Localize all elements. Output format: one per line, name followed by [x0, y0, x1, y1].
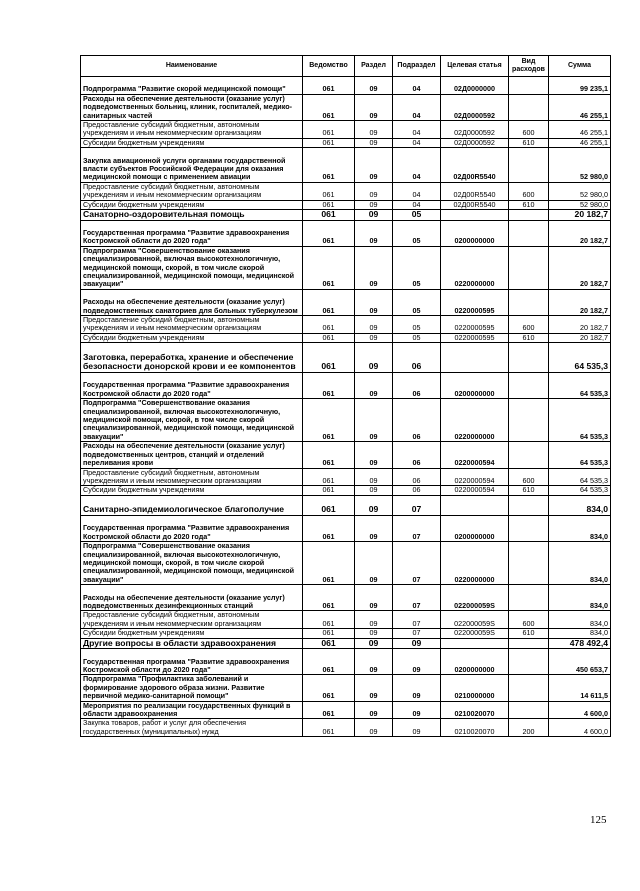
table-row — [81, 94, 611, 120]
cell-subsection: 07 — [393, 542, 441, 585]
cell-name: Государственная программа "Развитие здравоохранения Костромской области до 2020 года" — [81, 649, 303, 675]
cell-target-article: 0210020070 — [441, 719, 509, 737]
cell-name: Субсидии бюджетным учреждениям — [81, 200, 303, 209]
cell-section: 09 — [355, 94, 393, 120]
cell-subsection: 06 — [393, 399, 441, 442]
cell-name: Субсидии бюджетным учреждениям — [81, 138, 303, 147]
cell-subsection: 07 — [393, 611, 441, 629]
cell-target-article: 0220000000 — [441, 542, 509, 585]
cell-expense-type: 600 — [509, 121, 549, 139]
cell-section: 09 — [355, 220, 393, 246]
cell-target-article: 022000059S — [441, 611, 509, 629]
cell-section: 09 — [355, 246, 393, 289]
cell-name: Мероприятия по реализации государственных функций в области здравоохранения — [81, 701, 303, 719]
cell-name: Субсидии бюджетным учреждениям — [81, 629, 303, 638]
cell-section: 09 — [355, 138, 393, 147]
cell-section: 09 — [355, 182, 393, 200]
cell-amount: 64 535,3 — [549, 468, 611, 486]
table-row — [81, 289, 611, 315]
cell-amount: 4 600,0 — [549, 719, 611, 737]
cell-amount: 46 255,1 — [549, 121, 611, 139]
page-number: 125 — [590, 814, 607, 826]
table-row — [81, 638, 611, 649]
cell-expense-type: 600 — [509, 611, 549, 629]
cell-name: Закупка авиационной услуги органами государственной власти субъектов Российской Федерации для оказания медицинской помощи с применением авиации — [81, 148, 303, 183]
cell-amount: 46 255,1 — [549, 138, 611, 147]
cell-expense-type — [509, 442, 549, 468]
cell-expense-type — [509, 148, 549, 183]
cell-target-article: 02Д00R5540 — [441, 182, 509, 200]
cell-name: Предоставление субсидий бюджетным, автономным учреждениям и иным некоммерческим организациям — [81, 121, 303, 139]
cell-target-article: 0200000000 — [441, 373, 509, 399]
cell-section: 09 — [355, 701, 393, 719]
cell-expense-type — [509, 649, 549, 675]
cell-expense-type: 610 — [509, 138, 549, 147]
cell-expense-type — [509, 701, 549, 719]
cell-expense-type: 610 — [509, 333, 549, 342]
cell-amount: 450 653,7 — [549, 649, 611, 675]
cell-section: 09 — [355, 542, 393, 585]
cell-expense-type: 600 — [509, 316, 549, 334]
header-expense-type: Вид расходов — [509, 56, 549, 77]
cell-expense-type — [509, 343, 549, 373]
table-row — [81, 611, 611, 629]
cell-expense-type — [509, 515, 549, 541]
cell-department: 061 — [303, 542, 355, 585]
cell-subsection: 04 — [393, 148, 441, 183]
cell-section: 09 — [355, 611, 393, 629]
table-row — [81, 316, 611, 334]
table-row — [81, 585, 611, 611]
cell-amount: 52 980,0 — [549, 148, 611, 183]
cell-amount: 834,0 — [549, 542, 611, 585]
cell-expense-type: 600 — [509, 468, 549, 486]
cell-name: Санитарно-эпидемиологическое благополучие — [81, 495, 303, 515]
cell-subsection: 04 — [393, 94, 441, 120]
cell-department: 061 — [303, 495, 355, 515]
cell-subsection: 06 — [393, 486, 441, 495]
cell-amount: 834,0 — [549, 515, 611, 541]
cell-department: 061 — [303, 220, 355, 246]
cell-section: 09 — [355, 373, 393, 399]
cell-department: 061 — [303, 649, 355, 675]
cell-expense-type — [509, 94, 549, 120]
cell-department: 061 — [303, 585, 355, 611]
table-row — [81, 701, 611, 719]
cell-target-article: 0220000595 — [441, 289, 509, 315]
cell-section: 09 — [355, 399, 393, 442]
cell-department: 061 — [303, 468, 355, 486]
cell-section: 09 — [355, 638, 393, 649]
cell-section: 09 — [355, 585, 393, 611]
cell-amount: 20 182,7 — [549, 333, 611, 342]
cell-subsection: 05 — [393, 333, 441, 342]
cell-target-article: 02Д00R5540 — [441, 200, 509, 209]
table-row — [81, 649, 611, 675]
cell-department: 061 — [303, 486, 355, 495]
cell-department: 061 — [303, 138, 355, 147]
cell-amount: 64 535,3 — [549, 373, 611, 399]
cell-subsection: 05 — [393, 220, 441, 246]
cell-target-article — [441, 343, 509, 373]
cell-department: 061 — [303, 638, 355, 649]
cell-section: 09 — [355, 200, 393, 209]
cell-subsection: 09 — [393, 719, 441, 737]
cell-amount: 99 235,1 — [549, 77, 611, 95]
cell-expense-type — [509, 495, 549, 515]
cell-amount: 834,0 — [549, 629, 611, 638]
cell-target-article: 0210020070 — [441, 701, 509, 719]
table-row — [81, 515, 611, 541]
cell-amount: 52 980,0 — [549, 200, 611, 209]
cell-department: 061 — [303, 182, 355, 200]
cell-amount: 64 535,3 — [549, 399, 611, 442]
cell-subsection: 07 — [393, 495, 441, 515]
cell-expense-type — [509, 675, 549, 701]
cell-section: 09 — [355, 515, 393, 541]
cell-expense-type — [509, 210, 549, 221]
cell-subsection: 07 — [393, 515, 441, 541]
cell-section: 09 — [355, 148, 393, 183]
cell-subsection: 06 — [393, 442, 441, 468]
cell-name: Государственная программа "Развитие здравоохранения Костромской области до 2020 года" — [81, 220, 303, 246]
cell-subsection: 06 — [393, 343, 441, 373]
cell-amount: 64 535,3 — [549, 486, 611, 495]
cell-name: Расходы на обеспечение деятельности (оказание услуг) подведомственных больниц, клиник, госпиталей, медико-санитарных частей — [81, 94, 303, 120]
cell-name: Субсидии бюджетным учреждениям — [81, 486, 303, 495]
table-row — [81, 343, 611, 373]
cell-department: 061 — [303, 343, 355, 373]
cell-expense-type — [509, 246, 549, 289]
cell-department: 061 — [303, 210, 355, 221]
cell-department: 061 — [303, 316, 355, 334]
cell-department: 061 — [303, 333, 355, 342]
cell-department: 061 — [303, 77, 355, 95]
cell-department: 061 — [303, 515, 355, 541]
cell-target-article: 022000059S — [441, 629, 509, 638]
cell-target-article: 0200000000 — [441, 515, 509, 541]
cell-department: 061 — [303, 289, 355, 315]
cell-subsection: 06 — [393, 468, 441, 486]
cell-section: 09 — [355, 289, 393, 315]
cell-department: 061 — [303, 399, 355, 442]
cell-amount: 46 255,1 — [549, 94, 611, 120]
cell-name: Подпрограмма "Профилактика заболеваний и формирование здорового образа жизни. Развитие первичной медико-санитарной помощи" — [81, 675, 303, 701]
cell-name: Предоставление субсидий бюджетным, автономным учреждениям и иным некоммерческим организациям — [81, 611, 303, 629]
cell-expense-type: 610 — [509, 486, 549, 495]
cell-amount: 20 182,7 — [549, 316, 611, 334]
cell-expense-type: 200 — [509, 719, 549, 737]
table-row — [81, 121, 611, 139]
cell-target-article: 0200000000 — [441, 220, 509, 246]
cell-target-article: 0220000595 — [441, 333, 509, 342]
cell-amount: 4 600,0 — [549, 701, 611, 719]
cell-expense-type — [509, 542, 549, 585]
header-section: Раздел — [355, 56, 393, 77]
table-row — [81, 486, 611, 495]
header-department: Ведомство — [303, 56, 355, 77]
table-row — [81, 675, 611, 701]
table-row — [81, 210, 611, 221]
cell-expense-type — [509, 289, 549, 315]
cell-target-article: 0220000000 — [441, 399, 509, 442]
cell-section: 09 — [355, 343, 393, 373]
cell-expense-type — [509, 77, 549, 95]
cell-section: 09 — [355, 77, 393, 95]
cell-amount: 834,0 — [549, 611, 611, 629]
cell-name: Подпрограмма "Совершенствование оказания специализированной, включая высокотехнологичную, медицинской помощи, скорой, в том числе скорой специализированной, медицинской помощи, медицинской эвакуации" — [81, 399, 303, 442]
cell-department: 061 — [303, 246, 355, 289]
cell-expense-type: 600 — [509, 182, 549, 200]
table-row — [81, 542, 611, 585]
cell-expense-type: 610 — [509, 629, 549, 638]
cell-section: 09 — [355, 629, 393, 638]
cell-subsection: 09 — [393, 638, 441, 649]
cell-name: Государственная программа "Развитие здравоохранения Костромской области до 2020 года" — [81, 373, 303, 399]
cell-amount: 834,0 — [549, 585, 611, 611]
cell-section: 09 — [355, 675, 393, 701]
cell-name: Подпрограмма "Совершенствование оказания специализированной, включая высокотехнологичную, медицинской помощи, скорой, в том числе скорой специализированной, медицинской помощи, медицинской эвакуации" — [81, 246, 303, 289]
cell-target-article: 0220000595 — [441, 316, 509, 334]
cell-name: Подпрограмма "Совершенствование оказания специализированной, включая высокотехнологичную, медицинской помощи, скорой, в том числе скорой специализированной, медицинской помощи, медицинской эвакуации" — [81, 542, 303, 585]
cell-amount: 834,0 — [549, 495, 611, 515]
cell-subsection: 07 — [393, 585, 441, 611]
cell-amount: 20 182,7 — [549, 289, 611, 315]
cell-section: 09 — [355, 649, 393, 675]
cell-subsection: 07 — [393, 629, 441, 638]
cell-target-article: 02Д0000000 — [441, 77, 509, 95]
cell-amount: 64 535,3 — [549, 343, 611, 373]
cell-department: 061 — [303, 611, 355, 629]
cell-subsection: 06 — [393, 373, 441, 399]
cell-amount: 14 611,5 — [549, 675, 611, 701]
cell-name: Субсидии бюджетным учреждениям — [81, 333, 303, 342]
header-amount: Сумма — [549, 56, 611, 77]
table-row — [81, 333, 611, 342]
cell-target-article: 0220000594 — [441, 486, 509, 495]
cell-department: 061 — [303, 94, 355, 120]
cell-subsection: 09 — [393, 649, 441, 675]
cell-target-article: 022000059S — [441, 585, 509, 611]
cell-amount: 20 182,7 — [549, 246, 611, 289]
table-row — [81, 77, 611, 95]
table-row — [81, 373, 611, 399]
cell-section: 09 — [355, 442, 393, 468]
cell-expense-type — [509, 585, 549, 611]
cell-name: Подпрограмма "Развитие скорой медицинской помощи" — [81, 77, 303, 95]
cell-target-article — [441, 495, 509, 515]
table-row — [81, 719, 611, 737]
table-row — [81, 495, 611, 515]
cell-amount: 52 980,0 — [549, 182, 611, 200]
cell-name: Закупка товаров, работ и услуг для обеспечения государственных (муниципальных) нужд — [81, 719, 303, 737]
cell-amount: 20 182,7 — [549, 210, 611, 221]
cell-name: Расходы на обеспечение деятельности (оказание услуг) подведомственных санаториев для больных туберкулезом — [81, 289, 303, 315]
cell-section: 09 — [355, 468, 393, 486]
cell-target-article: 02Д00R5540 — [441, 148, 509, 183]
cell-department: 061 — [303, 701, 355, 719]
cell-expense-type — [509, 638, 549, 649]
budget-document — [80, 55, 610, 737]
cell-section: 09 — [355, 210, 393, 221]
cell-department: 061 — [303, 629, 355, 638]
cell-department: 061 — [303, 373, 355, 399]
cell-target-article — [441, 210, 509, 221]
header-subsection: Подраздел — [393, 56, 441, 77]
cell-name: Расходы на обеспечение деятельности (оказание услуг) подведомственных центров, станций и отделений переливания крови — [81, 442, 303, 468]
cell-department: 061 — [303, 719, 355, 737]
cell-department: 061 — [303, 200, 355, 209]
table-header-row — [81, 56, 611, 77]
cell-subsection: 05 — [393, 289, 441, 315]
header-name: Наименование — [81, 56, 303, 77]
cell-section: 09 — [355, 333, 393, 342]
cell-subsection: 09 — [393, 675, 441, 701]
cell-amount: 20 182,7 — [549, 220, 611, 246]
cell-department: 061 — [303, 121, 355, 139]
cell-expense-type — [509, 399, 549, 442]
budget-table — [80, 55, 611, 737]
table-row — [81, 442, 611, 468]
cell-subsection: 04 — [393, 182, 441, 200]
cell-target-article: 02Д0000592 — [441, 138, 509, 147]
cell-target-article: 0200000000 — [441, 649, 509, 675]
cell-section: 09 — [355, 719, 393, 737]
cell-name: Предоставление субсидий бюджетным, автономным учреждениям и иным некоммерческим организациям — [81, 316, 303, 334]
table-row — [81, 399, 611, 442]
header-target-article: Целевая статья — [441, 56, 509, 77]
cell-section: 09 — [355, 121, 393, 139]
table-row — [81, 148, 611, 183]
cell-name: Заготовка, переработка, хранение и обеспечение безопасности донорской крови и ее компонентов — [81, 343, 303, 373]
cell-section: 09 — [355, 495, 393, 515]
table-row — [81, 220, 611, 246]
cell-target-article: 02Д0000592 — [441, 121, 509, 139]
cell-name: Другие вопросы в области здравоохранения — [81, 638, 303, 649]
table-row — [81, 138, 611, 147]
cell-name: Предоставление субсидий бюджетным, автономным учреждениям и иным некоммерческим организациям — [81, 182, 303, 200]
cell-department: 061 — [303, 442, 355, 468]
cell-subsection: 04 — [393, 138, 441, 147]
table-row — [81, 629, 611, 638]
cell-subsection: 04 — [393, 77, 441, 95]
cell-expense-type — [509, 220, 549, 246]
table-row — [81, 468, 611, 486]
cell-name: Расходы на обеспечение деятельности (оказание услуг) подведомственных дезинфекционных станций — [81, 585, 303, 611]
cell-department: 061 — [303, 675, 355, 701]
cell-subsection: 05 — [393, 210, 441, 221]
cell-section: 09 — [355, 486, 393, 495]
cell-expense-type — [509, 373, 549, 399]
table-row — [81, 246, 611, 289]
cell-department: 061 — [303, 148, 355, 183]
cell-subsection: 05 — [393, 316, 441, 334]
cell-amount: 478 492,4 — [549, 638, 611, 649]
cell-name: Предоставление субсидий бюджетным, автономным учреждениям и иным некоммерческим организациям — [81, 468, 303, 486]
cell-target-article: 0220000000 — [441, 246, 509, 289]
cell-subsection: 05 — [393, 246, 441, 289]
cell-subsection: 04 — [393, 200, 441, 209]
table-body — [81, 77, 611, 737]
cell-target-article: 0220000594 — [441, 442, 509, 468]
cell-amount: 64 535,3 — [549, 442, 611, 468]
cell-section: 09 — [355, 316, 393, 334]
table-row — [81, 182, 611, 200]
cell-name: Государственная программа "Развитие здравоохранения Костромской области до 2020 года" — [81, 515, 303, 541]
cell-expense-type: 610 — [509, 200, 549, 209]
cell-subsection: 04 — [393, 121, 441, 139]
cell-target-article: 02Д0000592 — [441, 94, 509, 120]
cell-subsection: 09 — [393, 701, 441, 719]
cell-target-article: 0220000594 — [441, 468, 509, 486]
cell-target-article: 0210000000 — [441, 675, 509, 701]
cell-name: Санаторно-оздоровительная помощь — [81, 210, 303, 221]
cell-target-article — [441, 638, 509, 649]
